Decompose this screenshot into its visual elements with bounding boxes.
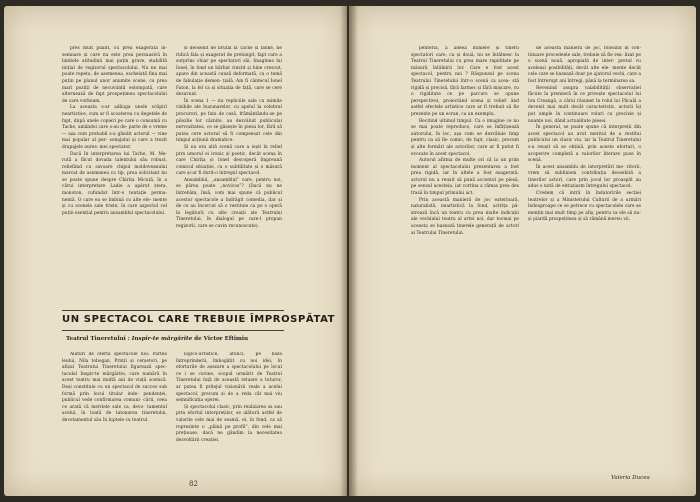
- paragraph: În scena 1 — nu repliciile sale cu mimile vizibile ale buzunarelor, cu apelul la celebrul procurori, pe fata de casă, frământându-se pe pilozlie lor căznite, au dezvăluit publicului nervozitatea, ce se găsește în piesa lor, fără să putea cere actorul să fi compensat cele din timpul acțiunii dramatice.: [176, 98, 282, 144]
- paragraph: Și spectacolul clasic, prin realizarea sa sau prin efortul interpreților, se alătură astfel de valorile cele mai de seamă, el, în fond, ca să reprezinte o „pâină pe profil”, din cele mai prețioase, dacă ne gândim la necesitatea dezvoltării creației.: [176, 404, 282, 443]
- left-top-column-1: [62, 46, 167, 308]
- paragraph: Credem că intră în îndatoririle secției teatrelor și a Ministerului Culturii de a urmări îndeaproape ce se petrece cu spectacolele care se mențin mai mult timp pe afiș, pentru ca ele să nu-și piardă prospețimea și să rămână mereu vii.: [528, 191, 641, 223]
- headline-rule-top: [62, 310, 284, 311]
- paragraph: și deosebit de brutal la Tache și Ianke, fie ridică fala și exagerat de prelungit, fapt care a surprins chiar pe spectatori săi. Imaginea lui Ionel, în fond un bărbat cinstit și bine crescut, apare din această cauză deformată, ca o temă de fabulaţie demen- țială. Am fi cântecul Ionel Faton, la fel ca și situația de față, care se cere dezavuat.: [176, 46, 282, 98]
- author-signature: Valeria Ducea: [611, 475, 650, 481]
- right-column-1: [411, 46, 519, 470]
- paragraph: În general, se poate spune că interpreții din acest spectacol au avut meritul de a restitui publicului un clasic viu, iar la Teatrul Tineretului s-a reușit să se obțină, prin aceste eforturi, o acoperire completă a valorilor literare puse în scenă.: [528, 125, 641, 164]
- paragraph: Prin această manieră de joc exterioară, naturalistă, neartistică la fond, actrița pă- strează încă un teatru cu prea multe indicații ale vechiului teatru al artei noi, dar tocmai pe aceasta se bazează tinerele generații de actori ai Teatrului Tineretului.: [411, 197, 519, 236]
- paragraph: Și nu era altă scenă care a ieșit în relief prin umorul ei ironic și poetic, decât scena în care Chirița și Ionel descoperă împreună comicul situației, cu o subtilitate și o măsură care și-ar fi dorit-o întregul spectacol.: [176, 144, 282, 177]
- subtitle-author: de Victor Eftimiu: [192, 336, 249, 342]
- paragraph: logico-artistice, atunci, pe baza întreprinderii, îmbogățit cu noi idei, în eforturile de așezare a spectacolului pe locul ce i se cuvine, scopul urmărit de Teatrul Tineretului față de această reluare a tuturor, ar putea fi prilejul vizionării reale a acelui spectacol, precum și de a reda cât mai viu semnificația operei.: [176, 352, 282, 404]
- paragraph: Autorul afirma de multe ori că la un prim moment al spectacolului prezentarea a fost prea rigidă, iar în altele a fost exagerată: actorul nu a reușit să pună accentul pe piesă, pe sensul acesteia, iar cortina a rămas prea des trasă în timpul primului act.: [411, 158, 519, 197]
- headline-rule-bottom: [62, 330, 284, 331]
- left-top-column-2: [176, 46, 282, 308]
- left-bottom-column-1: [62, 352, 167, 470]
- article-headline: UN SPECTACOL CARE TREBUIE ÎMPROSPĂTAT: [62, 314, 336, 325]
- subtitle-theatre: Teatrul Tineretului :: [66, 336, 132, 342]
- paragraph: Recitind ultimul timpul. Ca o imagine ce nu se mai poate reproduce, care se înfățișează autorului, în loc, așa cum se dezvăluie timp pentru ca să fie comic, de fapt, clasic, precum și alte formări ale actorilor, care ar fi putut fi evocate în acest spectacol.: [411, 118, 519, 157]
- paragraph: Ansamblul, „ansamblul” care, pentru noi, se părea poate „novicos”? (Dacă nu ne întrebăm, însă, vom mai spune că publicul acestor spectacole a îndrăgit comedia, dar și de ce au încercat să o restituie ca pe o operă în legătură cu alte creații ale Teatrului Tineretului, în dialogul pe care-l propun regizorii, care se cuvin recunoscute).: [176, 177, 282, 230]
- paragraph: Dacă în interpretarea lui Tache, M. Me- rută a făcut dovada talentului său robust, reliefând cu savoare chipul moldoveanului marcat de asemenea ca tip, prea solicitant nu se poate spune despre Chirița Micuță, în a cărui interpretare Ladie a apărut ștera, monoton, cufundat într-o tentație perma- nentă. O care ea se îmbină cu alte ele- mente și cu scenele sale triste, în care aspectul cel puțin esențial pentru ansamblul spectacolului.: [62, 151, 167, 216]
- right-page: [349, 6, 696, 496]
- paragraph: de această manieră de joc, folosind în con- tinuare procedeele sale, trebuie să fie rea- lizat pe o scenă nouă, apropiată de inter- pretul cu aceleași posibilități, decât alte ele- mente decât cele care se bazează doar pe ajutorul vechi, care a fost întrerupt ani întregi, până la terminarea sa.: [528, 46, 641, 84]
- paragraph: Alături de oferta spectacole noi: Partea leului, Nila tobogan, Prinți și cerșetori, pe afișul Teatrului Tineretului figurează spec- tacolul Inspir-te mărgărite, care numără în acest teatru mai multă ani de viață scenică. Deși constituie cu un spectacol de succes sub formă prin locul titular inde- pendenței, publicul vede confirmarea comuni- cării, ceea ce arată că meritele sale ca, devo- tamentul acelui, în toată de tatonarea tineretului, devotamentul său în luptele cu teatrul.: [62, 352, 167, 423]
- book-gutter: [340, 6, 358, 496]
- left-bottom-column-2: [176, 352, 282, 470]
- paragraph: La aceasta s-ar adăuga unele sclipiri neartistice, cum ar fi scoaterea cu degetele de fapt, după unele copieri pe care o consumă cu Tache, amândoi care s-au de- parte de o vreme — așa cum probabil s-a gândit actorul — vine mai popular al per- sonajului și care a trezit drapajele aures- mei spectator.: [62, 105, 167, 150]
- paragraph: penteria, a adeea miniere și tinerii spectatori care, ca și două, nu se întâlnesc la Teatrul Tineretului cu prea mare rapiditate pe măsură întâlnirii lor. Care e fost acest spectacol, pentru noi ? Răspunsul pe scena Teatrului Tineretului într-o scenă ca acea- stă rigidă și precisă, fără farmec și fără mișcare, cu o rigiditate ce pe parcurs se opune perspectivei, proiectând scena și relief- ând astfel efectele artistice care ar fi trebuit să fie prezente pe un ecran, ca un exemplu.: [411, 46, 519, 117]
- page-number: 82: [189, 480, 198, 488]
- subtitle-play: Inspir-te mărgărite: [131, 336, 193, 342]
- paragraph: Revenind asupra valabilității observației făcute la premieră în ce privește spectacolul lui Ion Creangă, a cărui răsunet în rolul lui Păcală a devenit mai mult decât caracteristic, actorii își pot umple în continuare roluri cu precizie și nuanțe noi, dând actualitate piesei.: [528, 85, 641, 124]
- article-subtitle: [66, 336, 248, 342]
- paragraph: pres mult pliant, cu prea exagerată în- semnare și care nu este prea persuasivă în limitele atitudinii mai puțin grave, stabilită inițial de regizorul spectacolului. Nu ne mai poate repeta, de asemenea, escheiată fina mai puțin pe planul unor anumite scene, cu prea mari poziții de necuviință estompată, care alternează de fapt prospețimea spectacolului de care vorbeam.: [62, 46, 167, 104]
- paragraph: În acest ansamblu de interpretări me- ritorii, vrem să subliniem contribuția deosebită a tinerilor actori, care prin jocul lor proaspăt au adus o notă de entuziasm întregului spectacol.: [528, 164, 641, 190]
- right-column-2: [528, 46, 641, 472]
